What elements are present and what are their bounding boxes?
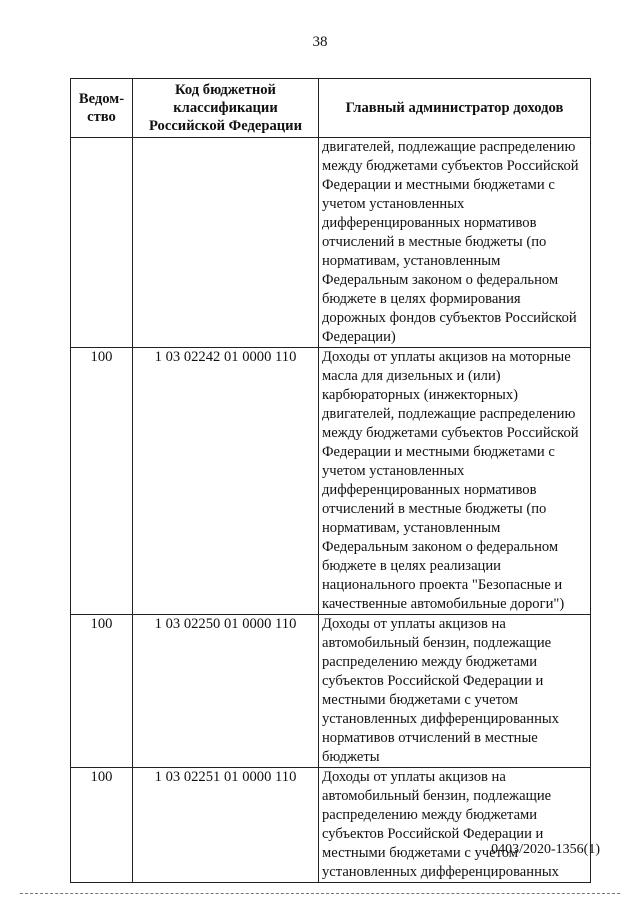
cell-dept: 100 (71, 348, 133, 615)
cell-code (133, 138, 319, 348)
cell-admin: Доходы от уплаты акцизов на автомобильный бензин, подлежащие распределению между бюджетами субъектов Российской Федерации и местными бюджетами с учетом установленных дифференцированных (319, 768, 591, 883)
cell-code: 1 03 02250 01 0000 110 (133, 615, 319, 768)
cell-code: 1 03 02251 01 0000 110 (133, 768, 319, 883)
cell-code: 1 03 02242 01 0000 110 (133, 348, 319, 615)
table-row (71, 348, 591, 615)
cell-admin: Доходы от уплаты акцизов на автомобильный бензин, подлежащие распределению между бюджетами субъектов Российской Федерации и местными бюджетами с учетом установленных дифференцированных нормативов отчислений в местные бюджеты (319, 615, 591, 768)
cell-admin: Доходы от уплаты акцизов на моторные масла для дизельных и (или) карбюраторных (инжекторных) двигателей, подлежащие распределению между бюджетами субъектов Российской Федерации и местными бюджетами с учетом установленных дифференцированных нормативов отчислений в местные бюджеты (по нормативам, установленным Федеральным законом о федеральном бюджете в целях реализации национального проекта "Безопасные и качественные автомобильные дороги") (319, 348, 591, 615)
table-header (71, 79, 591, 138)
table-row (71, 768, 591, 883)
budget-table (70, 78, 591, 883)
page-number: 38 (312, 34, 328, 50)
table-body (71, 138, 591, 883)
cell-admin: двигателей, подлежащие распределению между бюджетами субъектов Российской Федерации и местными бюджетами с учетом установленных дифференцированных нормативов отчислений в местные бюджеты (по нормативам, установленным Федеральным законом о федеральном бюджете в целях формирования дорожных фондов субъектов Российской Федерации) (319, 138, 591, 348)
table-row (71, 138, 591, 348)
table-row (71, 615, 591, 768)
header-dept: Ведом- ство (71, 79, 133, 138)
scan-edge-divider (20, 893, 620, 894)
header-admin: Главный администратор доходов (319, 79, 591, 138)
header-row (71, 79, 591, 138)
document-code: 0403/2020-1356(1) (491, 842, 600, 857)
cell-dept: 100 (71, 768, 133, 883)
cell-dept (71, 138, 133, 348)
cell-dept: 100 (71, 615, 133, 768)
header-code: Код бюджетной классификации Российской Федерации (133, 79, 319, 138)
